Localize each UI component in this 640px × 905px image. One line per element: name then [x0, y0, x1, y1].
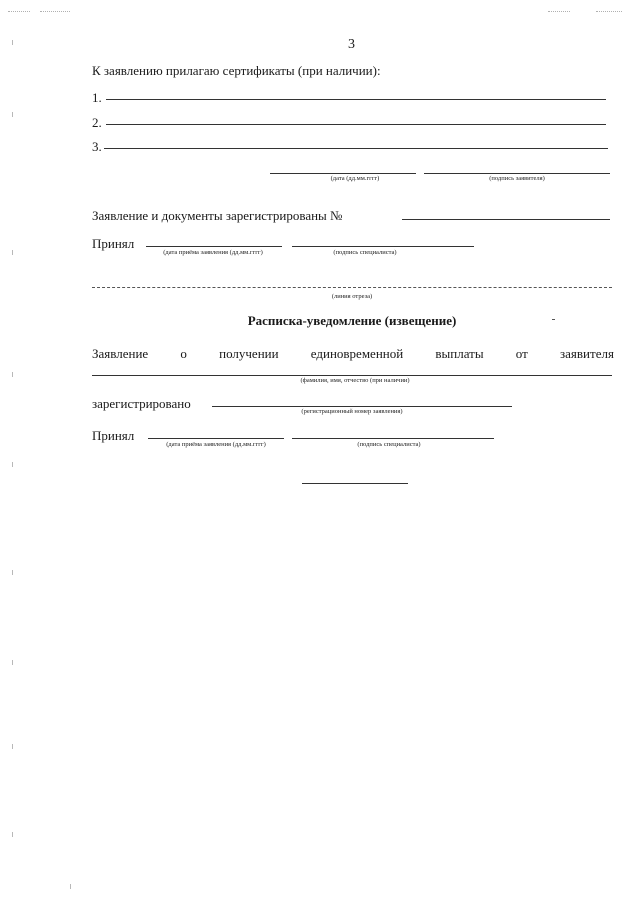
receipt-title: Расписка-уведомление (извещение): [247, 313, 457, 328]
end-of-document-rule: [302, 483, 408, 484]
certificate-item-2-number: 2.: [92, 115, 102, 130]
receipt-acceptance-date-field[interactable]: [148, 438, 284, 439]
receipt-statement: [92, 346, 614, 361]
applicant-signature-caption: (подпись заявителя): [489, 175, 545, 182]
registration-number-field[interactable]: [402, 219, 610, 220]
receipt-specialist-signature-caption: (подпись специалиста): [357, 441, 421, 448]
scan-artifact: [8, 11, 30, 12]
applicant-date-caption: (дата (дд.мм.гггг): [330, 175, 380, 182]
statement-word: выплаты: [435, 346, 484, 361]
accepted-label: Принял: [92, 236, 135, 251]
page-number: 3: [348, 37, 355, 52]
scan-artifact: [12, 744, 13, 749]
registered-label: зарегистрировано: [92, 396, 191, 411]
scan-artifact: [596, 11, 622, 12]
certificate-item-1-field[interactable]: [106, 99, 606, 100]
acceptance-date-field[interactable]: [146, 246, 282, 247]
scan-artifact: [12, 112, 13, 117]
receipt-accepted-label: Принял: [92, 428, 135, 443]
scan-artifact: [70, 884, 71, 889]
statement-word: от: [515, 346, 528, 361]
certificate-item-1-number: 1.: [92, 90, 102, 105]
receipt-reg-number-caption: (регистрационный номер заявления): [301, 408, 403, 415]
statement-word: получении: [219, 346, 279, 361]
receipt-reg-number-field[interactable]: [212, 406, 512, 407]
scan-artifact: [12, 570, 13, 575]
scan-artifact: [12, 250, 13, 255]
statement-word: единовременной: [310, 346, 404, 361]
applicant-date-field[interactable]: [270, 173, 416, 174]
scan-artifact: [548, 11, 570, 12]
certificate-item-2-field[interactable]: [106, 124, 606, 125]
applicant-name-caption: (фамилия, имя, отчество (при наличии): [300, 377, 410, 384]
scan-artifact: [12, 462, 13, 467]
receipt-specialist-signature-field[interactable]: [292, 438, 494, 439]
cut-line: [92, 287, 612, 288]
specialist-signature-caption: (подпись специалиста): [333, 249, 397, 256]
receipt-acceptance-date-caption: (дата приёма заявления (дд.мм.гггг): [166, 441, 266, 448]
statement-word: о: [180, 346, 187, 361]
scan-artifact: [12, 660, 13, 665]
certificate-item-3-number: 3.: [92, 139, 102, 154]
scan-artifact: [12, 372, 13, 377]
certificates-heading: К заявлению прилагаю сертификаты (при наличии):: [92, 63, 381, 78]
applicant-name-field[interactable]: [92, 375, 612, 376]
applicant-signature-field[interactable]: [424, 173, 610, 174]
scan-artifact: [12, 40, 13, 45]
statement-word: Заявление: [92, 346, 149, 361]
certificate-item-3-field[interactable]: [104, 148, 608, 149]
scan-artifact: [12, 832, 13, 837]
statement-word: заявителя: [560, 346, 614, 361]
scan-artifact: [40, 11, 70, 12]
cut-line-caption: (линия отреза): [331, 293, 373, 300]
registration-text: Заявление и документы зарегистрированы №: [92, 208, 343, 223]
specialist-signature-field[interactable]: [292, 246, 474, 247]
acceptance-date-caption: (дата приёма заявления (дд.мм.гггг): [163, 249, 263, 256]
